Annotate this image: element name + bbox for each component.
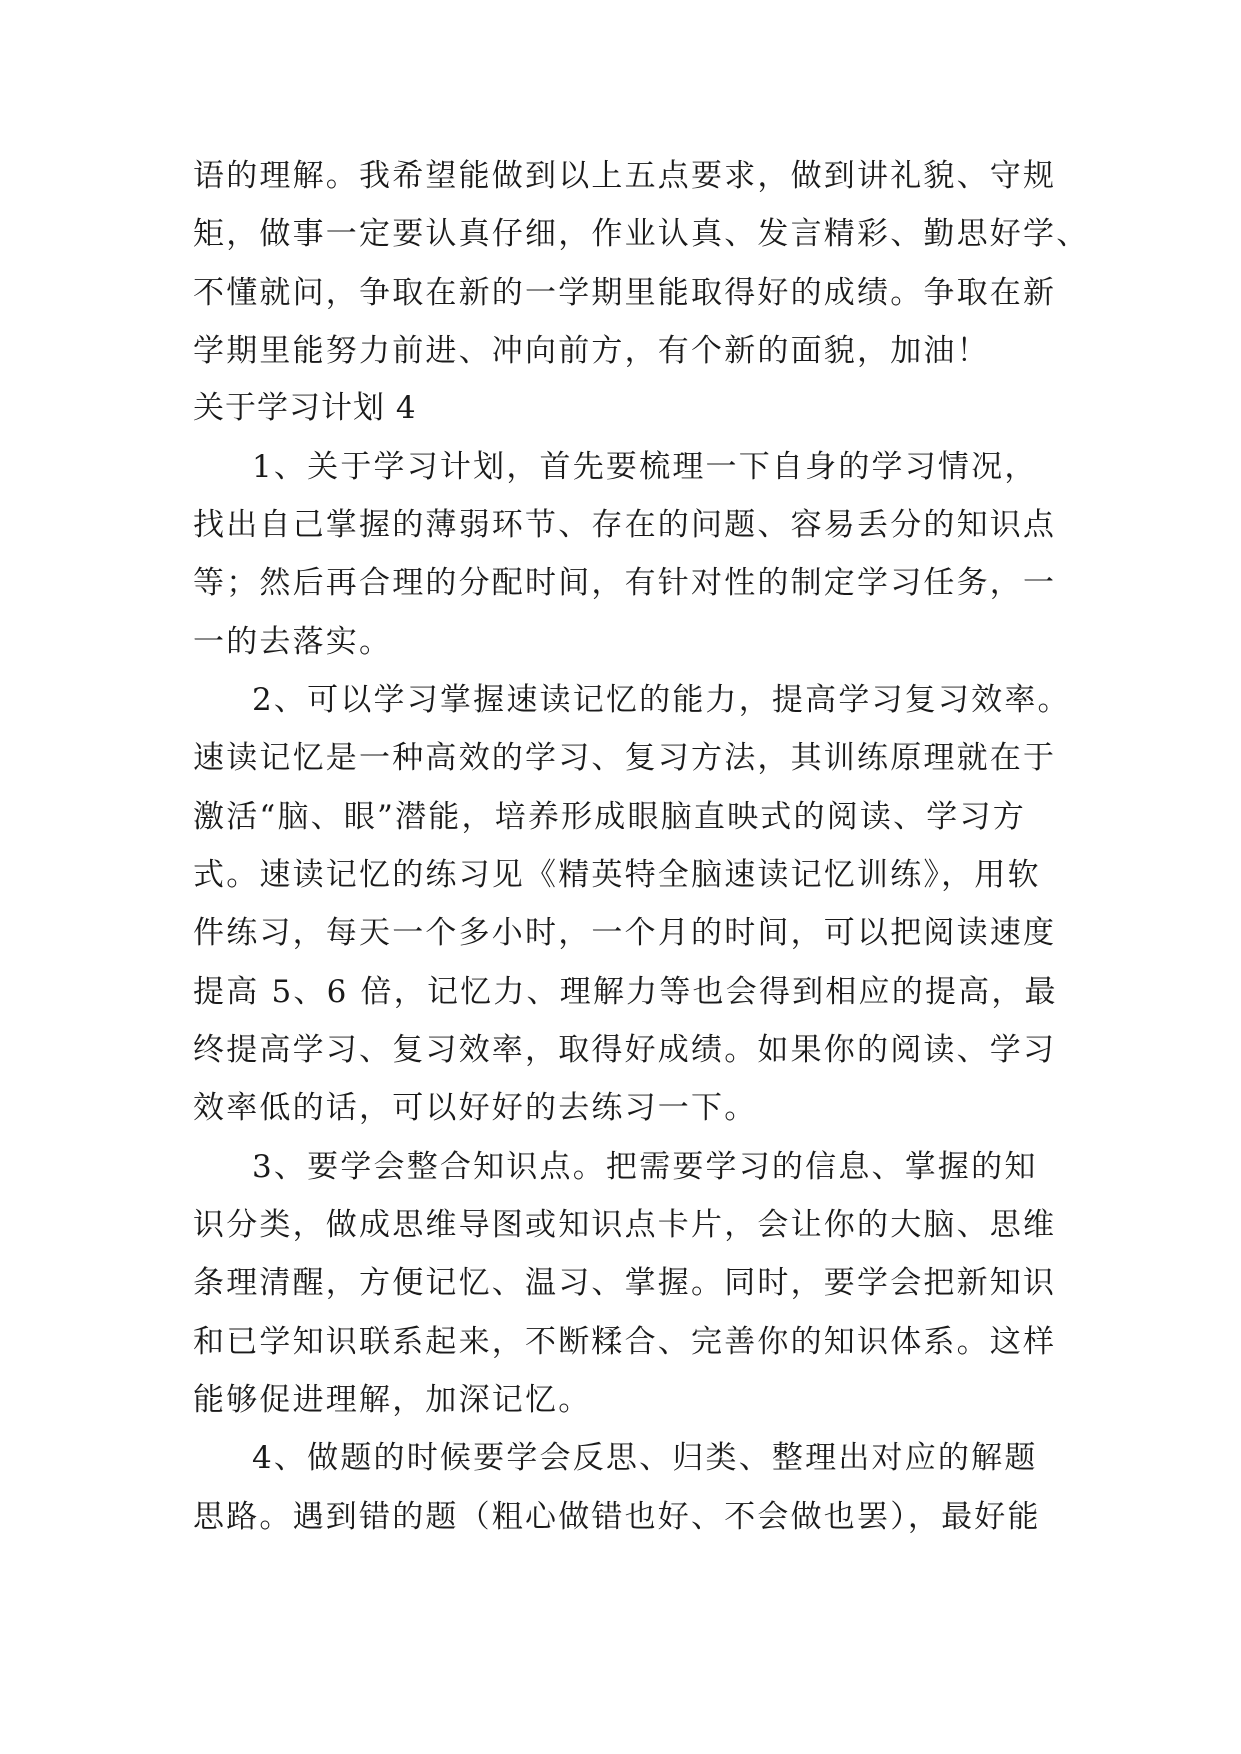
text-line: 不懂就问，争取在新的一学期里能取得好的成绩。争取在新	[193, 275, 1057, 311]
text-line: 和已学知识联系起来，不断糅合、完善你的知识体系。这样	[193, 1324, 1057, 1360]
text-line: 能够促进理解，加深记忆。	[193, 1382, 592, 1418]
paragraph-start-line: 2、可以学习掌握速读记忆的能力，提高学习复习效率。	[252, 682, 1071, 718]
text-line: 提高 5、6 倍，记忆力、理解力等也会得到相应的提高，最	[193, 974, 1058, 1010]
text-line: 终提高学习、复习效率，取得好成绩。如果你的阅读、学习	[193, 1032, 1057, 1068]
text-line: 效率低的话，可以好好的去练习一下。	[193, 1090, 758, 1126]
section-heading: 关于学习计划 4	[193, 390, 417, 426]
text-line: 式。速读记忆的练习见《精英特全脑速读记忆训练》，用软	[193, 857, 1041, 893]
text-line: 件练习，每天一个多小时，一个月的时间，可以把阅读速度	[193, 915, 1057, 951]
paragraph-start-line: 4、做题的时候要学会反思、归类、整理出对应的解题	[252, 1440, 1038, 1476]
text-line: 等；然后再合理的分配时间，有针对性的制定学习任务，一	[193, 565, 1057, 601]
text-line: 一的去落实。	[193, 624, 393, 660]
paragraph-start-line: 3、要学会整合知识点。把需要学习的信息、掌握的知	[252, 1149, 1038, 1185]
text-line: 语的理解。我希望能做到以上五点要求，做到讲礼貌、守规	[193, 158, 1057, 194]
text-line: 学期里能努力前进、冲向前方，有个新的面貌，加油！	[193, 333, 990, 369]
text-line: 思路。遇到错的题（粗心做错也好、不会做也罢），最好能	[193, 1499, 1041, 1535]
paragraph-start-line: 1、关于学习计划，首先要梳理一下自身的学习情况，	[252, 449, 1038, 485]
text-line: 找出自己掌握的薄弱环节、存在的问题、容易丢分的知识点	[193, 507, 1057, 543]
text-line: 矩，做事一定要认真仔细，作业认真、发言精彩、勤思好学、	[193, 216, 1090, 252]
text-line: 条理清醒，方便记忆、温习、掌握。同时，要学会把新知识	[193, 1265, 1057, 1301]
text-line: 激活“脑、眼”潜能，培养形成眼脑直映式的阅读、学习方	[193, 799, 1026, 835]
text-line: 识分类，做成思维导图或知识点卡片，会让你的大脑、思维	[193, 1207, 1057, 1243]
text-line: 速读记忆是一种高效的学习、复习方法，其训练原理就在于	[193, 740, 1057, 776]
